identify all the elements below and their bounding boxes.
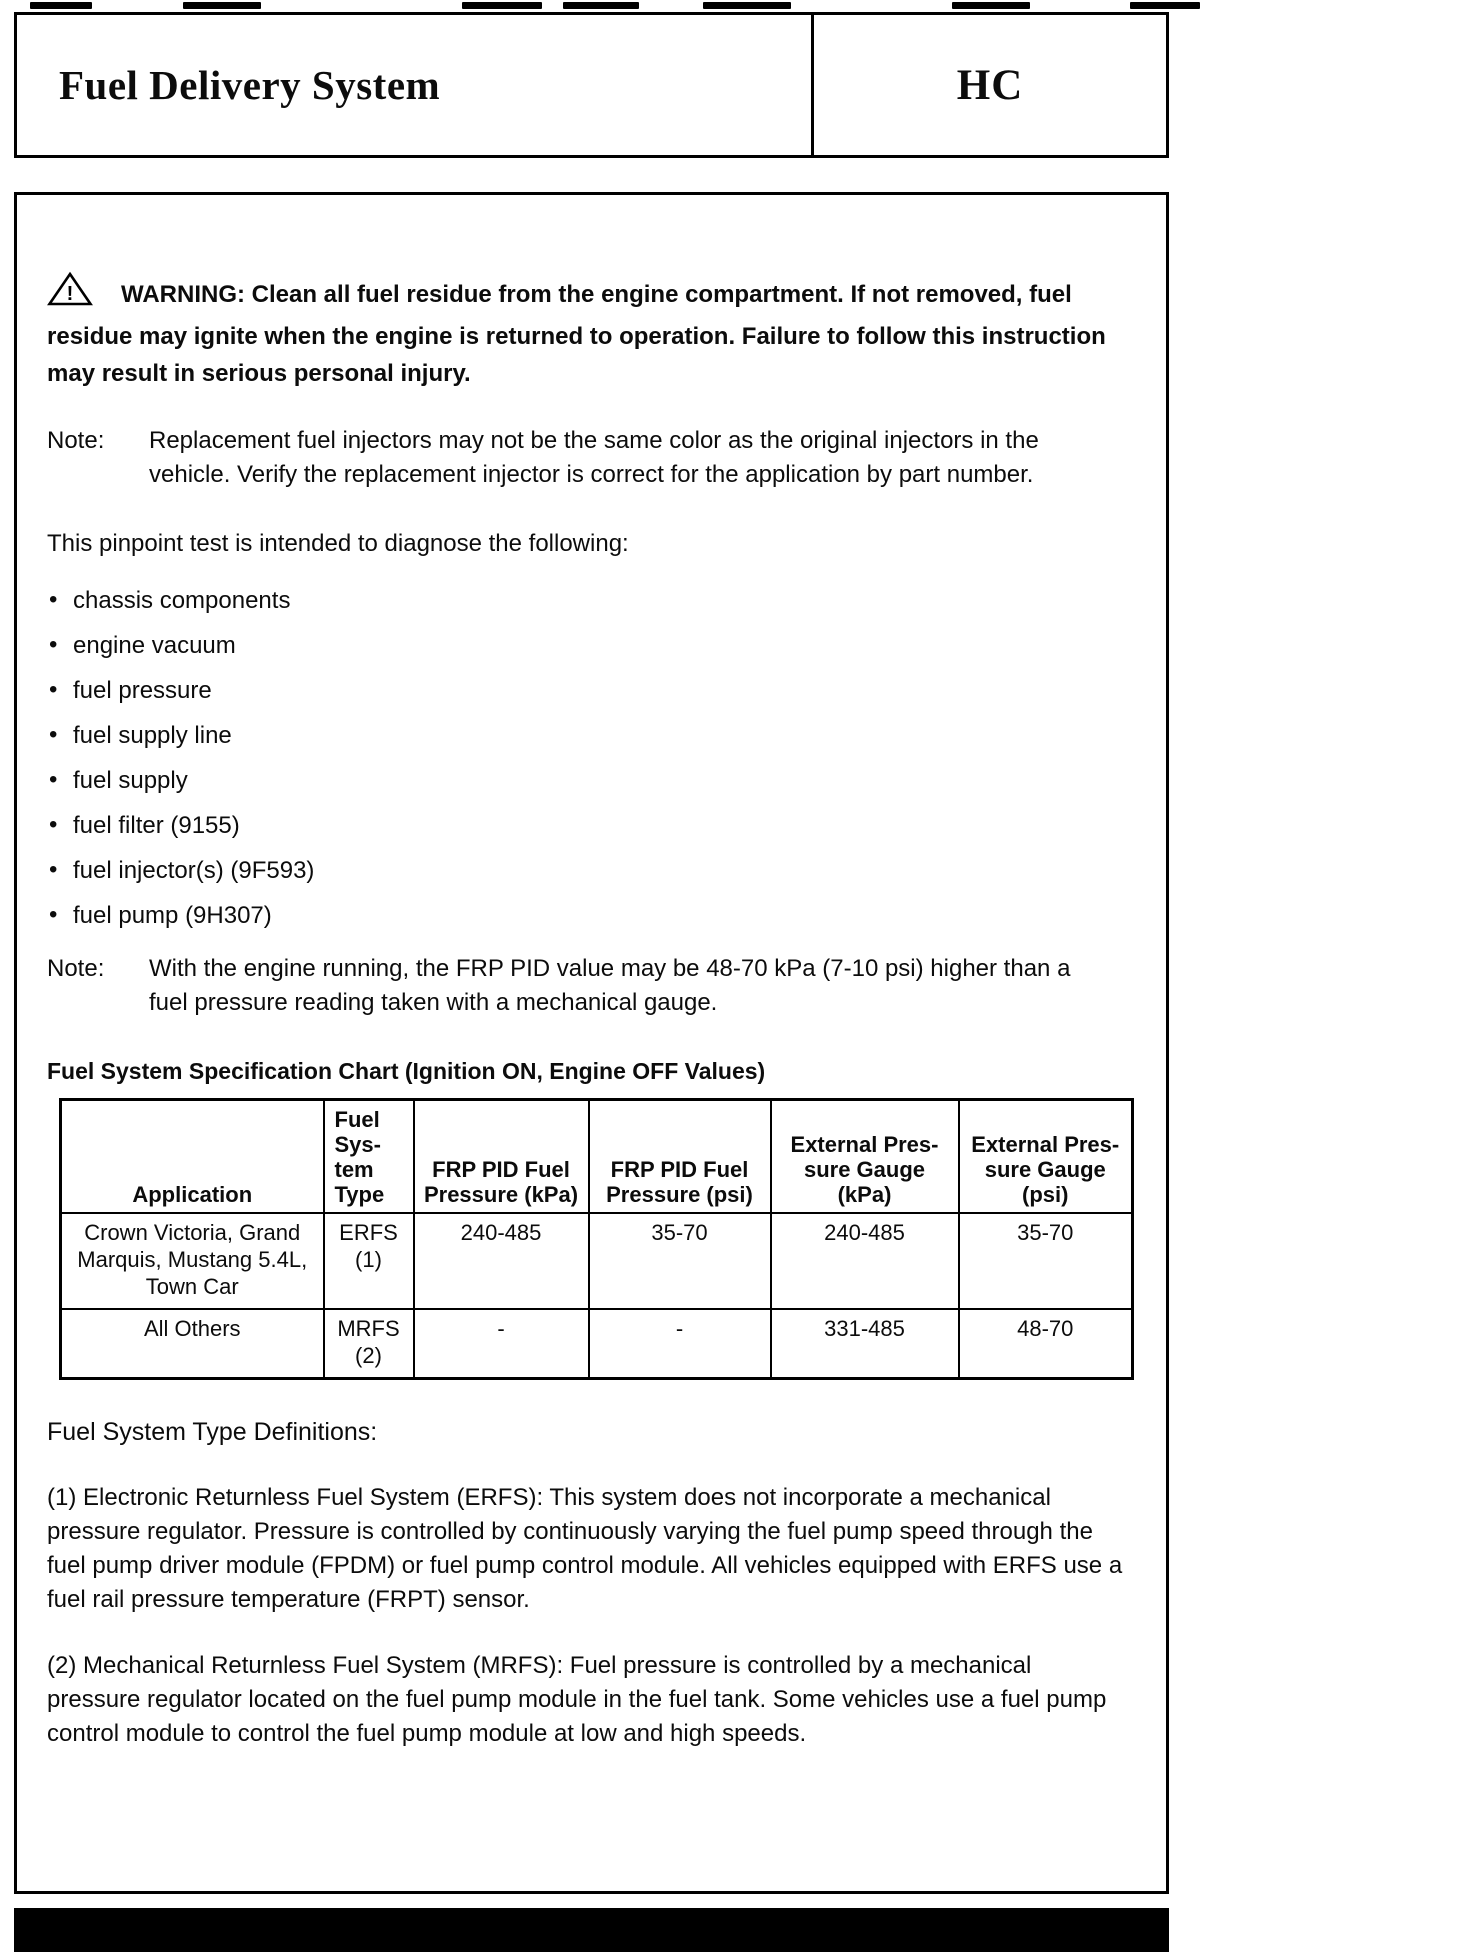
cell-fuel-system-type: MRFS (2) bbox=[324, 1309, 414, 1379]
definitions-heading: Fuel System Type Definitions: bbox=[47, 1418, 378, 1446]
note-injectors bbox=[47, 424, 1124, 492]
list-item: • fuel supply bbox=[47, 766, 1124, 795]
list-item: • engine vacuum bbox=[47, 631, 1124, 660]
cell-frp-kpa: 240-485 bbox=[414, 1213, 589, 1309]
list-item: • fuel supply line bbox=[47, 721, 1124, 750]
column-header-frp-kpa: FRP PID Fuel Pressure (kPa) bbox=[414, 1100, 589, 1214]
scan-artifact bbox=[563, 2, 639, 9]
table-header-row bbox=[61, 1100, 1133, 1214]
column-header-frp-psi: FRP PID Fuel Pressure (psi) bbox=[589, 1100, 771, 1214]
cell-fuel-system-type: ERFS (1) bbox=[324, 1213, 414, 1309]
list-item: • fuel injector(s) (9F593) bbox=[47, 856, 1124, 885]
cell-application: All Others bbox=[61, 1309, 324, 1379]
bottom-bar bbox=[14, 1908, 1169, 1952]
scan-artifact bbox=[183, 2, 261, 9]
note-text: With the engine running, the FRP PID value may be 48-70 kPa (7-10 psi) higher than a fuel pressure reading taken with a mechanical gauge. bbox=[149, 955, 1071, 1016]
cell-ext-kpa: 240-485 bbox=[771, 1213, 959, 1309]
warning-paragraph bbox=[47, 271, 1124, 392]
warning-text: Clean all fuel residue from the engine compartment. If not removed, fuel residue may ignite when the engine is returned to operation. Failure to follow this instruction may result in serious personal injury. bbox=[47, 281, 1106, 387]
warning-label: WARNING: bbox=[121, 281, 245, 308]
section-code: HC bbox=[956, 61, 1024, 109]
cell-ext-psi: 48-70 bbox=[959, 1309, 1133, 1379]
svg-text:!: ! bbox=[66, 283, 74, 305]
scan-artifact bbox=[1130, 2, 1200, 9]
spec-chart-title: Fuel System Specification Chart (Ignition ON, Engine OFF Values) bbox=[47, 1058, 766, 1084]
note-label: Note: bbox=[47, 427, 105, 454]
header-code-cell bbox=[814, 15, 1166, 155]
warning-triangle-icon bbox=[47, 271, 93, 318]
scan-artifact bbox=[703, 2, 791, 9]
note-frp-pid bbox=[47, 952, 1124, 1020]
header-title-cell bbox=[17, 15, 814, 155]
scan-artifact bbox=[952, 2, 1030, 9]
column-header-fuel-system-type: Fuel Sys- tem Type bbox=[324, 1100, 414, 1214]
cell-frp-psi: 35-70 bbox=[589, 1213, 771, 1309]
fuel-spec-table bbox=[59, 1098, 1134, 1380]
cell-frp-kpa: - bbox=[414, 1309, 589, 1379]
page-title: Fuel Delivery System bbox=[59, 62, 441, 108]
column-header-ext-psi: External Pres- sure Gauge (psi) bbox=[959, 1100, 1133, 1214]
column-header-ext-kpa: External Pres- sure Gauge (kPa) bbox=[771, 1100, 959, 1214]
cell-application: Crown Victoria, Grand Marquis, Mustang 5.4L, Town Car bbox=[61, 1213, 324, 1309]
definition-erfs: (1) Electronic Returnless Fuel System (ERFS): This system does not incorporate a mechanical pressure regulator. Pressure is controlled by continuously varying the fuel pump speed through the fuel pump driver module (FPDM) or fuel pump control module. All vehicles equipped with ERFS use a fuel rail pressure temperature (FRPT) sensor. bbox=[47, 1484, 1123, 1613]
column-header-application: Application bbox=[61, 1100, 324, 1214]
table-row bbox=[61, 1213, 1133, 1309]
list-item: • chassis components bbox=[47, 586, 1124, 615]
header bbox=[14, 12, 1169, 158]
list-item: • fuel pressure bbox=[47, 676, 1124, 705]
scan-artifact bbox=[30, 2, 92, 9]
list-item: • fuel filter (9155) bbox=[47, 811, 1124, 840]
note-text: Replacement fuel injectors may not be the same color as the original injectors in the vehicle. Verify the replacement injector is correct for the application by part number. bbox=[149, 427, 1039, 488]
scan-artifact bbox=[462, 2, 542, 9]
intro-text: This pinpoint test is intended to diagnose the following: bbox=[47, 530, 629, 557]
cell-frp-psi: - bbox=[589, 1309, 771, 1379]
note-label: Note: bbox=[47, 955, 105, 982]
cell-ext-psi: 35-70 bbox=[959, 1213, 1133, 1309]
cell-ext-kpa: 331-485 bbox=[771, 1309, 959, 1379]
content-box bbox=[14, 192, 1169, 1894]
definition-mrfs: (2) Mechanical Returnless Fuel System (MRFS): Fuel pressure is controlled by a mechanical pressure regulator located on the fuel pump module in the fuel tank. Some vehicles use a fuel pump control module to control the fuel pump module at low and high speeds. bbox=[47, 1652, 1107, 1747]
diagnosis-list bbox=[47, 586, 1124, 930]
table-row bbox=[61, 1309, 1133, 1379]
list-item: • fuel pump (9H307) bbox=[47, 901, 1124, 930]
